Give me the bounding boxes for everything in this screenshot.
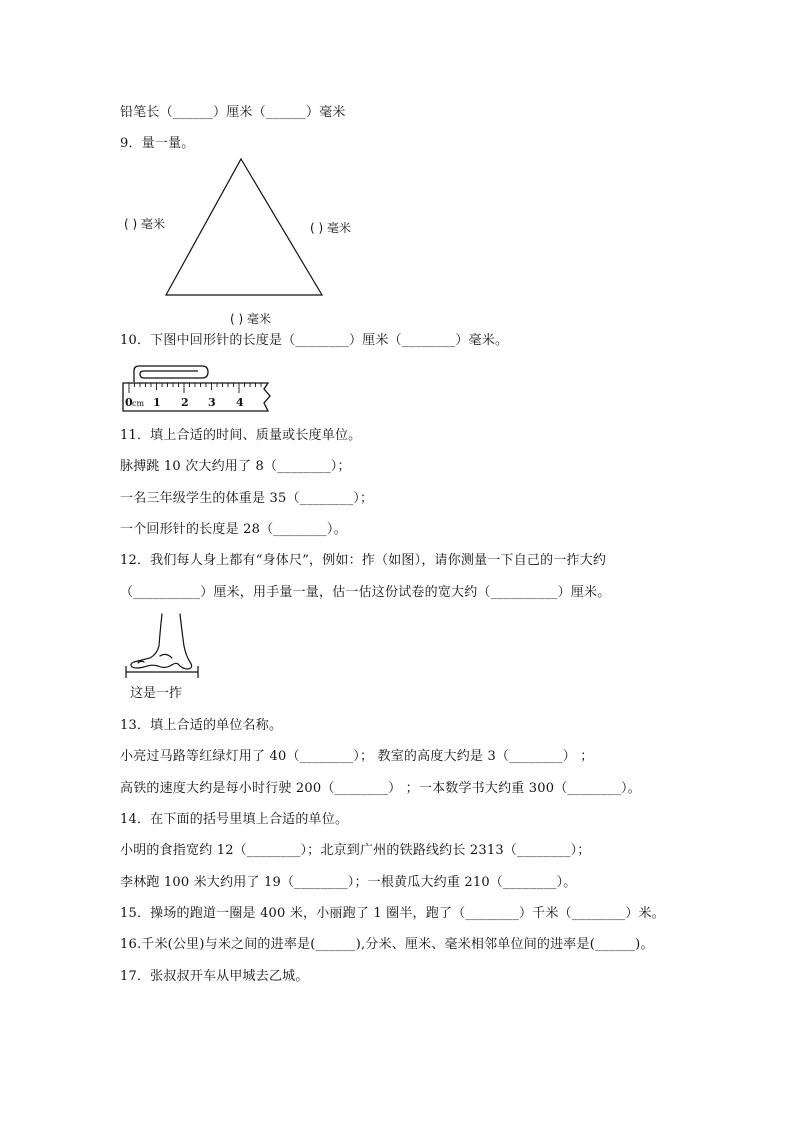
question-13-title: 13．填上合适的单位名称。 [120,718,283,733]
question-14-line-2: 李林跑 100 米大约用了 19（________）；一根黄瓜大约重 210（________）。 [120,875,577,890]
paper-clip-icon [134,366,208,382]
question-11-item-c: 一个回形针的长度是 28（________）。 [120,522,347,537]
question-11-item-a: 脉搏跳 10 次大约用了 8（________）； [120,459,351,474]
ruler-tick-label-3: 3 [208,396,216,409]
ruler-tick-label-4: 4 [236,396,244,409]
triangle-left-label: ( ) 毫米 [124,217,165,231]
ruler-unit-label: cm [132,399,145,408]
triangle-bottom-label: ( ) 毫米 [230,312,271,326]
question-12-line-1: 12．我们每人身上都有“身体尺”，例如：拃（如图），请你测量一下自己的一拃大约 [120,553,607,568]
triangle-shape [166,159,322,295]
question-16: 16.千米(公里)与米之间的进率是(______),分米、厘米、毫米相邻单位间的进率是(______)。 [120,937,654,952]
question-12-line-2: （__________）厘米，用手量一量，估一估这份试卷的宽大约（__________）厘米。 [120,585,611,600]
ruler-body [123,383,270,411]
triangle-figure [160,155,330,300]
pencil-length-line: 铅笔长（______）厘米（______）毫米 [120,105,346,120]
question-14-line-1: 小明的食指宽约 12（________）；北京到广州的铁路线约长 2313（________）； [120,843,591,858]
question-11-item-b: 一名三年级学生的体重是 35（________）； [120,491,374,506]
question-9-title: 9．量一量。 [120,136,195,151]
ruler-tick-label-0: 0 [125,396,133,409]
question-11-title: 11．填上合适的时间、质量或长度单位。 [120,428,362,443]
triangle-right-label: ( ) 毫米 [310,221,351,235]
question-15: 15．操场的跑道一圈是 400 米，小丽跑了 1 圈半，跑了（________）千米（________）米。 [120,906,665,921]
ruler-tick-label-2: 2 [181,396,189,409]
ruler-figure [120,362,275,414]
ruler-tick-label-1: 1 [153,396,161,409]
question-17: 17．张叔叔开车从甲城去乙城。 [120,969,309,984]
hand-icon [131,614,192,669]
question-13-line-1: 小亮过马路等红绿灯用了 40（________）； 教室的高度大约是 3（________） ； [120,749,594,764]
hand-span-caption: 这是一拃 [130,686,183,701]
question-14-title: 14．在下面的括号里填上合适的单位。 [120,812,349,827]
question-13-line-2: 高铁的速度大约是每小时行驶 200（________） ；一本数学书大约重 300（________）。 [120,781,641,796]
question-10-title: 10．下图中回形针的长度是（________）厘米（________）毫米。 [120,333,509,348]
